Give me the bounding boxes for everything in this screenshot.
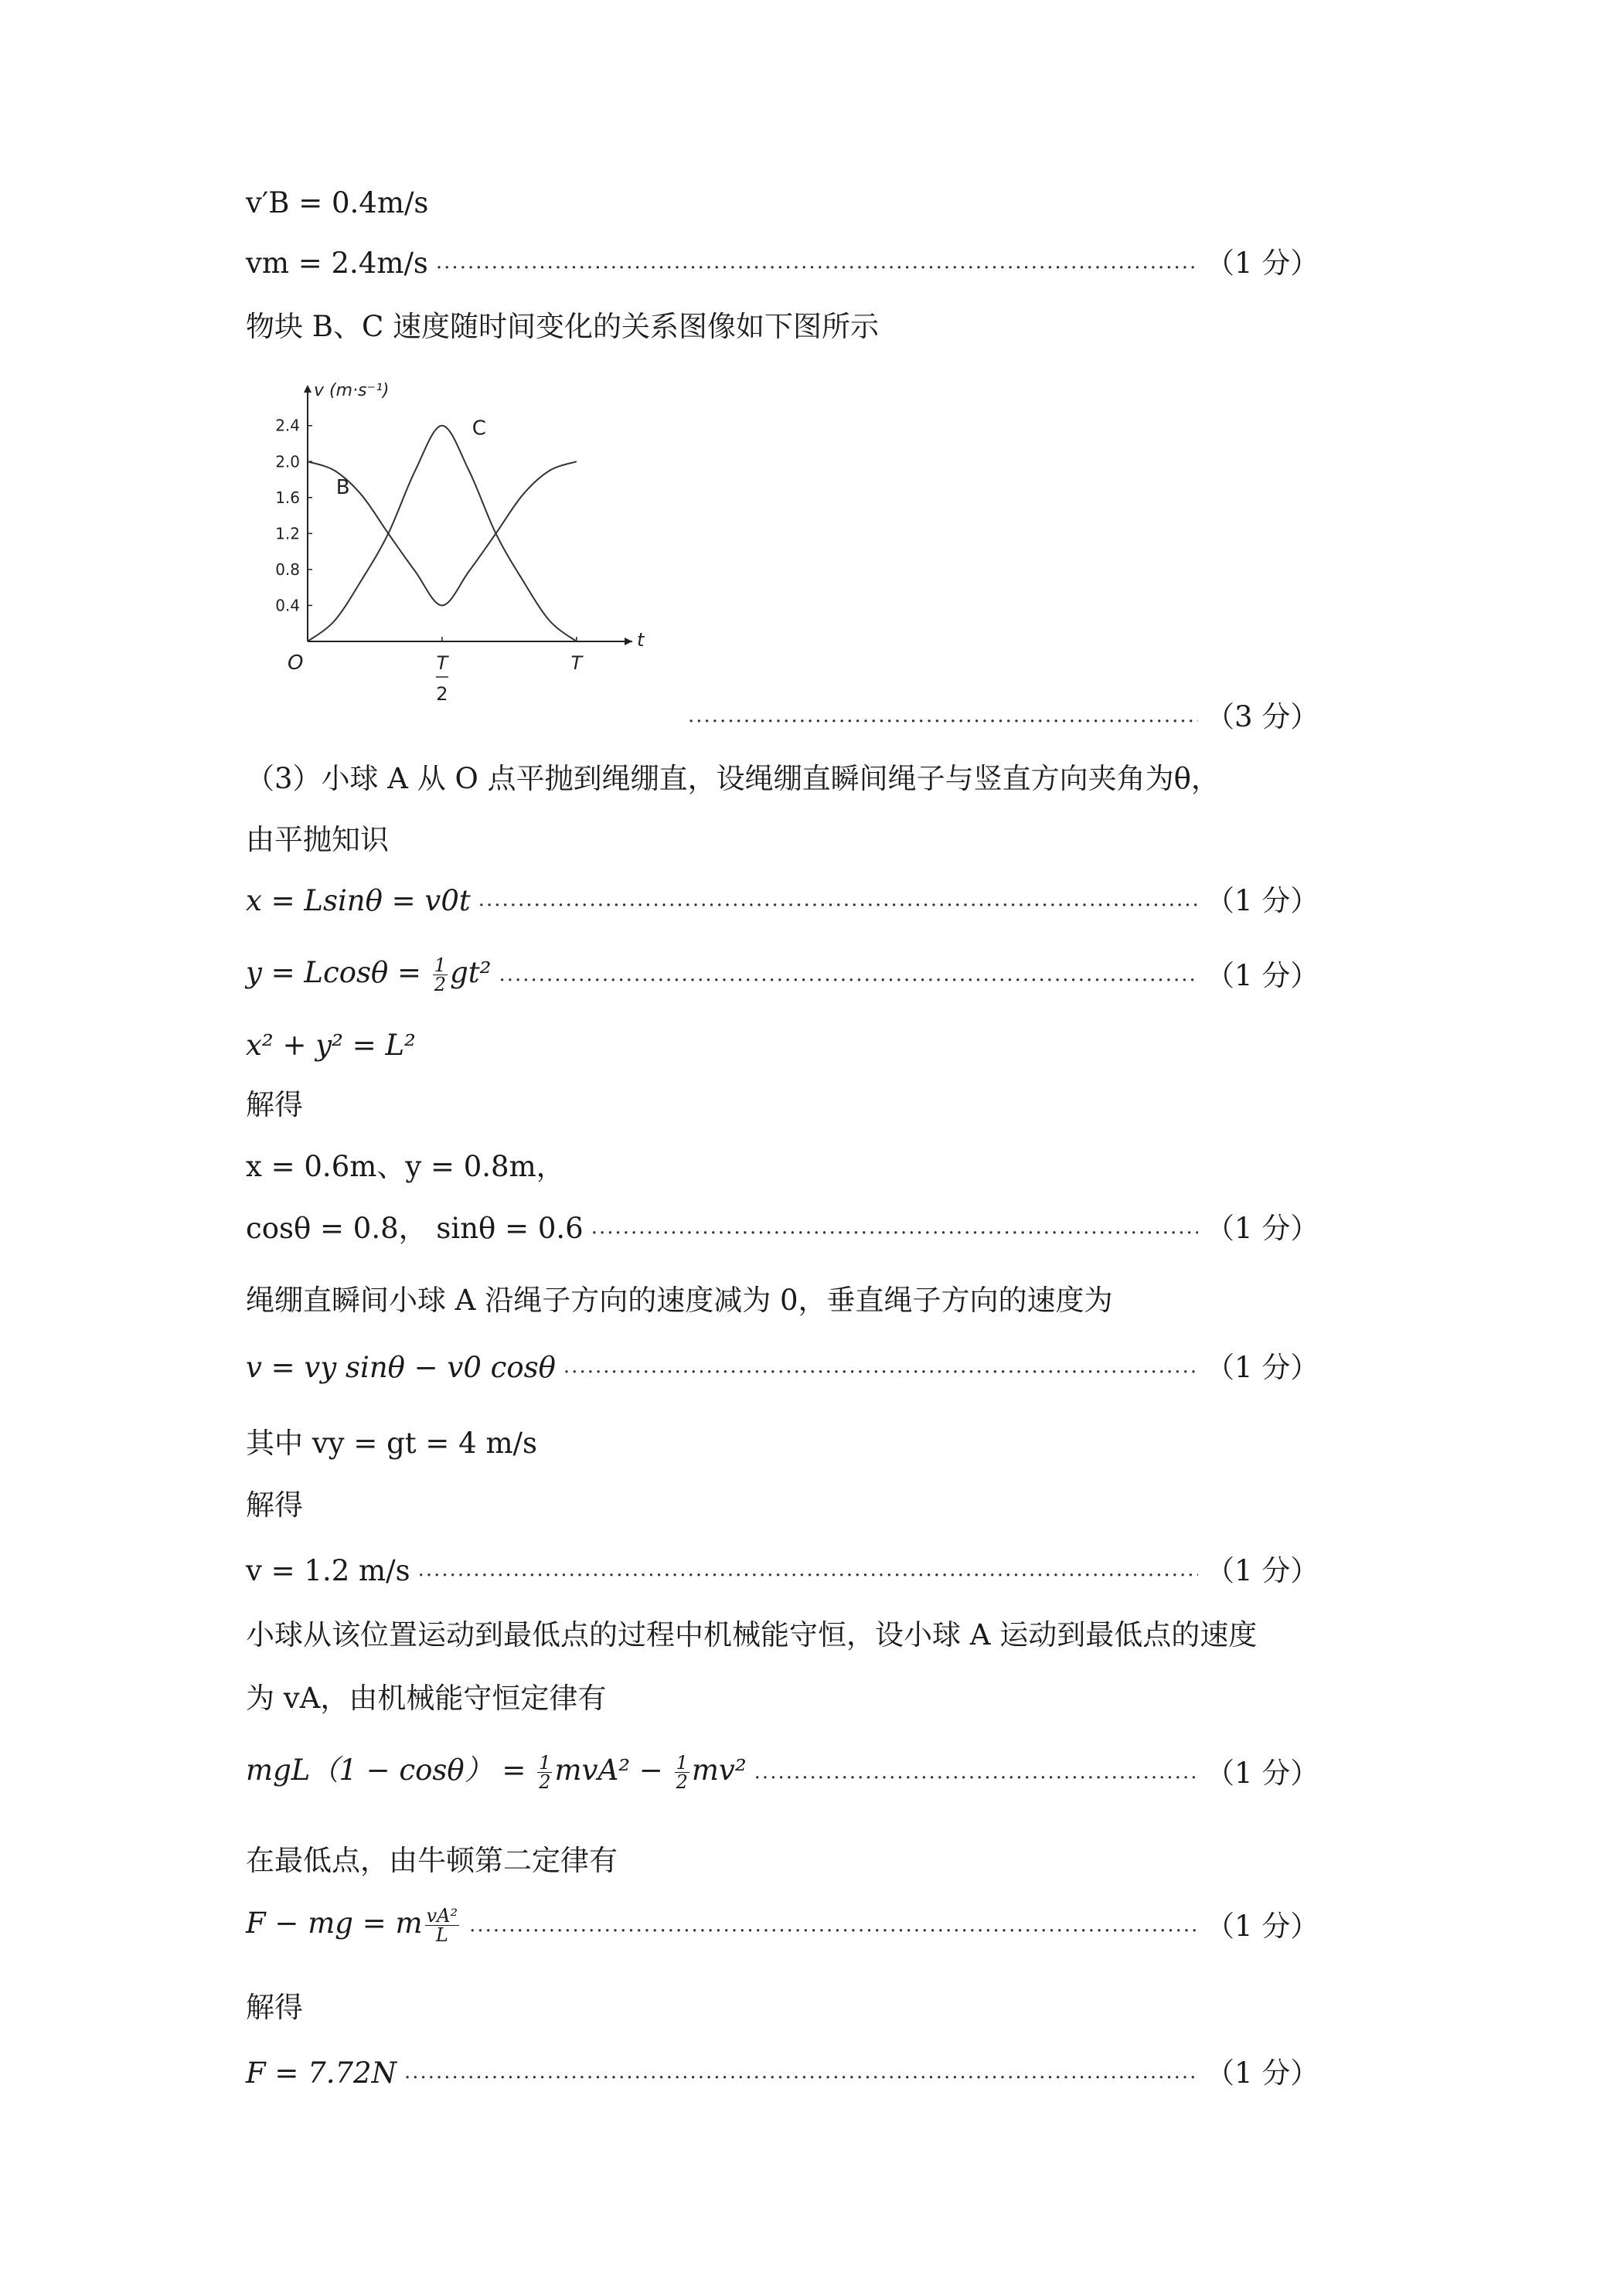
chart-score-row [680,699,1319,735]
leader-dots [469,1918,1198,1944]
x-tick-label: T [570,652,583,674]
score-label: （3 分） [1206,700,1319,733]
score-label: （1 分） [1206,2056,1319,2090]
eq-trig: cosθ = 0.8， sinθ = 0.6 [246,1212,584,1245]
score-label: （1 分） [1206,1757,1319,1790]
x-tick-label: T [436,652,448,674]
y-tick-label: 1.6 [275,488,300,507]
score-label: （1 分） [1206,1212,1319,1245]
fraction-half: $\frac{1}{2}$ [539,1752,551,1793]
eq-newton: F − mg = m $\frac{\text{vA²}}{L}$ [246,1905,458,1946]
leader-dots [688,709,1198,735]
eq-x: x = Lsinθ = v0t [246,884,471,917]
y-tick-label: 0.8 [275,560,300,579]
y-axis-label: v (m·s⁻¹) [314,381,390,400]
eq-energy: mgL（1 − cosθ） = $\frac{1}{2}$ mvA² − $\frac{1}{2}$ mv² [246,1752,747,1793]
score-label: （1 分） [1206,959,1319,992]
newton-text: 在最低点，由牛顿第二定律有 [246,1844,618,1877]
score-label: （1 分） [1206,1554,1319,1587]
score-label: （1 分） [1206,884,1319,917]
vy-text: 其中 vy = gt = 4 m/s [246,1427,538,1460]
eq-y-row [246,954,1319,995]
fraction-va2-over-l: $\frac{\text{vA²}}{L}$ [426,1905,458,1946]
series-line-c [308,426,577,641]
leader-dots [478,893,1198,919]
vb-prime-line: v′B = 0.4m/s [246,186,429,219]
score-label: （1 分） [1206,247,1319,280]
origin-label: O [288,651,304,675]
eq-newton-row [246,1905,1319,1946]
eq-y-lhs: y = Lcosθ = [246,956,431,989]
leader-dots [404,2065,1198,2091]
eq-y [246,955,491,994]
y-tick-label: 2.0 [275,452,300,471]
solve-label: 解得 [246,1991,303,2024]
taut-text: 绳绷直瞬间小球 A 沿绳子方向的速度减为 0，垂直绳子方向的速度为 [246,1284,1113,1317]
leader-dots [563,1359,1198,1386]
fraction-half: $\frac{1}{2}$ [434,954,447,995]
y-axis-arrow [304,385,312,393]
score-label: （1 分） [1206,1351,1319,1384]
x-axis-label: t [637,629,645,651]
leader-dots [436,255,1198,281]
eq-circle: x² + y² = L² [246,1029,416,1062]
velocity-time-chart [246,363,648,726]
eq-v-val: v = 1.2 m/s [246,1554,410,1587]
part3-intro-text: （3）小球 A 从 O 点平抛到绳绷直，设绳绷直瞬间绳子与竖直方向夹角为θ， [246,762,1220,795]
x-axis-arrow [625,638,632,645]
y-tick-label: 2.4 [275,416,300,435]
eq-F-row [246,2056,1319,2091]
graph-intro-text: 物块 B、C 速度随时间变化的关系图像如下图所示 [246,310,880,343]
eq-trig-row [246,1211,1319,1247]
y-tick-label: 0.4 [275,596,300,615]
vm-row [246,246,1319,281]
energy-text-1: 小球从该位置运动到最低点的过程中机械能守恒，设小球 A 运动到最低点的速度 [246,1618,1258,1651]
leader-dots [591,1220,1198,1247]
eq-v-row [246,1350,1319,1386]
x-tick-label-denominator: 2 [436,683,448,705]
solve-label: 解得 [246,1488,303,1522]
leader-dots [499,968,1198,994]
fraction-half: $\frac{1}{2}$ [676,1752,688,1793]
leader-dots [754,1765,1198,1791]
eq-F: F = 7.72N [246,2056,397,2090]
energy-text-2: 为 vA，由机械能守恒定律有 [246,1682,607,1715]
projectile-text: 由平抛知识 [246,823,389,856]
series-label-b: B [335,475,350,499]
score-label: （1 分） [1206,1910,1319,1943]
solve-label: 解得 [246,1088,303,1121]
vm-equation: vm = 2.4m/s [246,247,428,280]
series-label-c: C [472,417,486,440]
eq-xy-values: x = 0.6m、y = 0.8m， [246,1150,565,1183]
leader-dots [418,1563,1198,1589]
eq-x-row [246,883,1319,919]
y-tick-label: 1.2 [275,524,300,543]
eq-v-val-row [246,1553,1319,1589]
eq-v: v = vy sinθ − v0 cosθ [246,1351,556,1384]
eq-y-rhs: gt² [450,956,492,989]
eq-energy-row [246,1752,1319,1793]
